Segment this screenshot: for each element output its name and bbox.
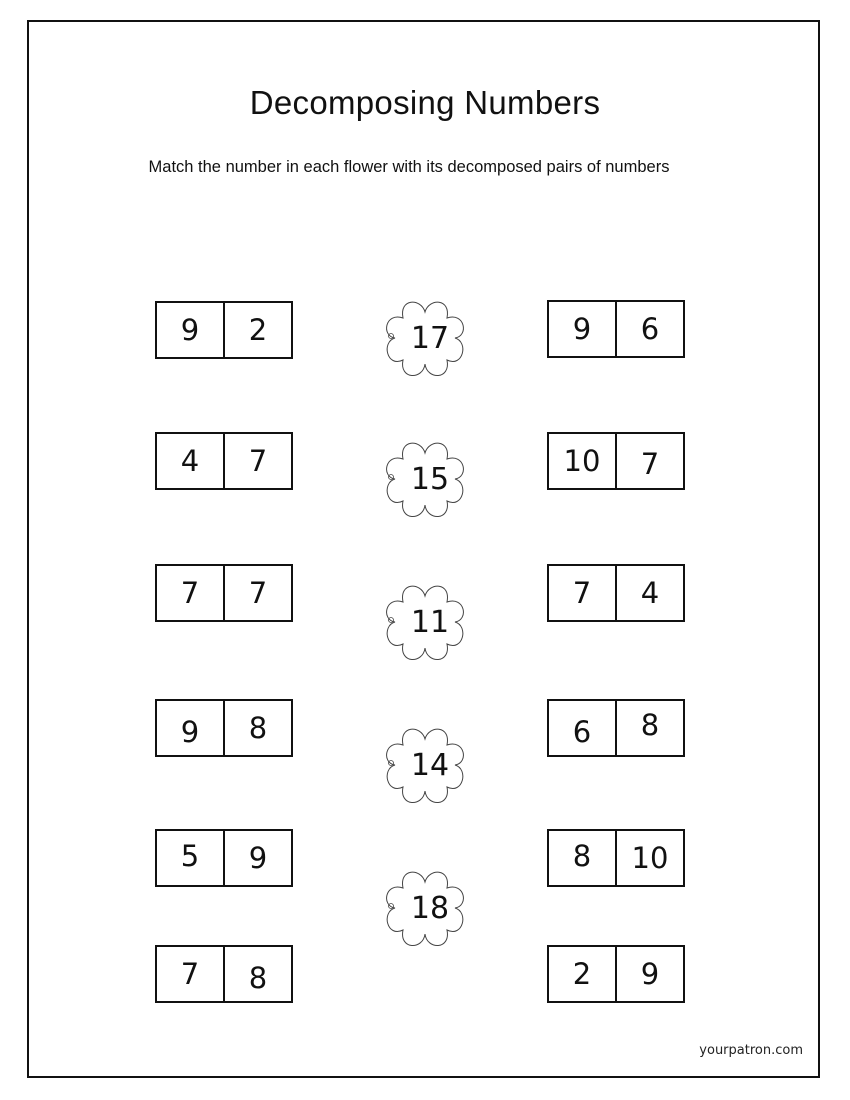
right-pair-box [547, 564, 685, 622]
pair-number: 5 [157, 831, 225, 885]
pair-number: 4 [640, 576, 660, 610]
pair-number: 7 [248, 444, 268, 478]
pair-number: 7 [549, 566, 617, 620]
pair-number: 6 [640, 312, 660, 346]
pair-number: 7 [157, 566, 225, 620]
flower [383, 582, 467, 662]
pair-number: 7 [248, 576, 268, 610]
pair-number: 8 [640, 708, 660, 742]
pair-number: 8 [549, 831, 617, 885]
right-pair-box [547, 300, 685, 358]
pair-number: 9 [640, 957, 660, 991]
pair-number: 10 [549, 434, 617, 488]
pair-number: 2 [248, 313, 268, 347]
flower-number: 15 [410, 461, 450, 497]
flower-number: 11 [410, 604, 450, 640]
pair-number: 2 [549, 947, 617, 1001]
instructions: Match the number in each flower with its decomposed pairs of numbers [148, 158, 670, 176]
left-pair-box [155, 829, 293, 887]
pair-number: 8 [248, 711, 268, 745]
left-pair-box [155, 564, 293, 622]
right-pair-box [547, 432, 685, 490]
flower [383, 439, 467, 519]
pair-number: 10 [631, 841, 669, 875]
page-title: Decomposing Numbers [249, 84, 601, 121]
pair-number: 7 [157, 947, 225, 1001]
right-pair-box [547, 699, 685, 757]
flower-number: 14 [410, 747, 450, 783]
left-pair-box [155, 432, 293, 490]
right-pair-box [547, 945, 685, 1003]
flower [383, 725, 467, 805]
flower-number: 18 [410, 890, 450, 926]
flower [383, 298, 467, 378]
flower-number: 17 [410, 320, 450, 356]
pair-number: 7 [640, 447, 660, 481]
left-pair-box [155, 699, 293, 757]
pair-number: 9 [549, 302, 617, 356]
pair-number: 4 [157, 434, 225, 488]
pair-number: 9 [157, 303, 225, 357]
pair-number: 8 [248, 961, 268, 995]
footer-website: yourpatron.com [699, 1043, 803, 1058]
flower [383, 868, 467, 948]
right-pair-box [547, 829, 685, 887]
pair-number: 9 [157, 701, 225, 755]
pair-number: 6 [549, 701, 617, 755]
pair-number: 9 [248, 841, 268, 875]
left-pair-box [155, 945, 293, 1003]
left-pair-box [155, 301, 293, 359]
